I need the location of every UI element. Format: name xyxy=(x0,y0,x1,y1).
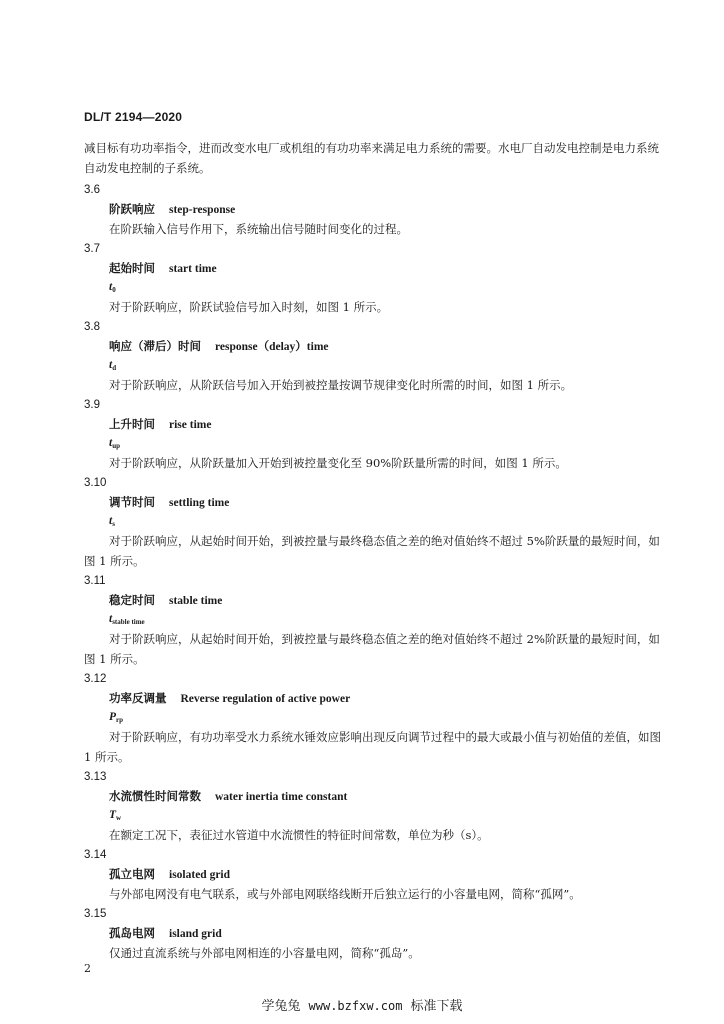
term-heading xyxy=(109,259,666,278)
term-english: response（delay）time xyxy=(215,341,329,353)
term-entry xyxy=(84,473,666,571)
term-heading xyxy=(109,865,666,884)
term-symbol xyxy=(109,806,666,825)
term-entry xyxy=(84,571,666,669)
term-heading xyxy=(109,415,666,434)
term-number: 3.12 xyxy=(84,673,107,685)
term-definition: 对于阶跃响应，阶跃试验信号加入时刻，如图 1 所示。 xyxy=(109,300,389,314)
footer-site-name: 学兔兔 xyxy=(261,999,301,1014)
term-number: 3.14 xyxy=(84,849,107,861)
term-definition: 对于阶跃响应，从起始时间开始，到被控量与最终稳态值之差的绝对值始终不超过 2%阶跃量的最短时间，如图 1 所示。 xyxy=(84,632,660,666)
term-heading xyxy=(109,787,666,806)
term-symbol xyxy=(109,356,666,375)
term-definition: 对于阶跃响应，从起始时间开始，到被控量与最终稳态值之差的绝对值始终不超过 5%阶跃量的最短时间，如图 1 所示。 xyxy=(84,534,660,568)
term-english: water inertia time constant xyxy=(215,791,348,803)
term-english: Reverse regulation of active power xyxy=(180,693,351,705)
symbol-letter: t xyxy=(109,359,113,371)
term-chinese: 响应（滞后）时间 xyxy=(109,339,201,353)
term-chinese: 上升时间 xyxy=(109,417,155,431)
term-chinese: 阶跃响应 xyxy=(109,202,155,216)
symbol-subscript: stable time xyxy=(112,618,145,626)
term-symbol xyxy=(109,278,666,297)
footer-url[interactable]: www.bzfxw.com xyxy=(308,999,403,1013)
term-english: island grid xyxy=(169,928,222,940)
term-entry xyxy=(84,180,666,239)
term-number: 3.13 xyxy=(84,771,107,783)
symbol-letter: t xyxy=(109,437,113,449)
term-number: 3.7 xyxy=(84,243,100,255)
term-english: isolated grid xyxy=(169,869,231,881)
term-chinese: 调节时间 xyxy=(109,495,155,509)
symbol-letter: t xyxy=(109,281,113,293)
term-entry xyxy=(84,767,666,845)
term-number: 3.10 xyxy=(84,477,107,489)
term-number: 3.11 xyxy=(84,575,106,587)
term-english: stable time xyxy=(169,595,223,607)
term-heading xyxy=(109,200,666,219)
term-symbol xyxy=(109,434,666,453)
symbol-letter: T xyxy=(109,809,117,821)
term-chinese: 孤立电网 xyxy=(109,867,155,881)
term-chinese: 孤岛电网 xyxy=(109,926,155,940)
term-chinese: 稳定时间 xyxy=(109,593,155,607)
term-heading xyxy=(109,337,666,356)
symbol-subscript: d xyxy=(112,364,117,372)
term-definition: 对于阶跃响应，有功功率受水力系统水锤效应影响出现反向调节过程中的最大或最小值与初始值的差值，如图 1 所示。 xyxy=(84,730,661,764)
term-entry xyxy=(84,395,666,473)
term-entries xyxy=(84,180,666,963)
term-chinese: 起始时间 xyxy=(109,261,155,275)
footer-watermark xyxy=(0,995,724,1014)
term-chinese: 功率反调量 xyxy=(109,691,167,705)
term-heading xyxy=(109,689,666,708)
symbol-subscript: rp xyxy=(116,716,124,724)
term-entry xyxy=(84,317,666,395)
symbol-subscript: 0 xyxy=(112,286,116,294)
footer-download-label: 标准下载 xyxy=(410,999,463,1014)
term-definition: 与外部电网没有电气联系，或与外部电网联络线断开后独立运行的小容量电网，简称“孤网”。 xyxy=(109,887,581,901)
term-definition: 仅通过直流系统与外部电网相连的小容量电网，简称“孤岛”。 xyxy=(109,946,420,960)
term-definition: 在额定工况下，表征过水管道中水流惯性的特征时间常数，单位为秒（s）。 xyxy=(109,828,489,842)
symbol-letter: t xyxy=(109,515,113,527)
term-number: 3.9 xyxy=(84,399,100,411)
term-symbol xyxy=(109,610,666,629)
standard-code: DL/T 2194—2020 xyxy=(84,110,183,124)
term-heading xyxy=(109,924,666,943)
term-symbol xyxy=(109,512,666,531)
term-english: start time xyxy=(169,263,217,275)
term-entry xyxy=(84,904,666,963)
term-number: 3.8 xyxy=(84,321,100,333)
term-symbol xyxy=(109,708,666,727)
term-definition: 对于阶跃响应，从阶跃量加入开始到被控量变化至 90%阶跃量所需的时间，如图 1 所示。 xyxy=(109,456,567,470)
term-definition: 对于阶跃响应，从阶跃信号加入开始到被控量按调节规律变化时所需的时间，如图 1 所示。 xyxy=(109,378,573,392)
term-english: step-response xyxy=(169,204,236,216)
symbol-subscript: w xyxy=(116,814,122,822)
term-english: settling time xyxy=(169,497,230,509)
term-chinese: 水流惯性时间常数 xyxy=(109,789,201,803)
term-number: 3.15 xyxy=(84,908,107,920)
intro-paragraph: 减目标有功功率指令，进而改变水电厂或机组的有功功率来满足电力系统的需要。水电厂自动发电控制是电力系统自动发电控制的子系统。 xyxy=(84,141,659,175)
symbol-subscript: up xyxy=(112,442,120,450)
term-entry xyxy=(84,669,666,767)
term-number: 3.6 xyxy=(84,184,100,196)
symbol-subscript: s xyxy=(112,520,115,528)
term-entry xyxy=(84,239,666,317)
term-definition: 在阶跃输入信号作用下，系统输出信号随时间变化的过程。 xyxy=(109,222,408,236)
term-heading xyxy=(109,493,666,512)
term-heading xyxy=(109,591,666,610)
symbol-letter: P xyxy=(109,711,117,723)
term-entry xyxy=(84,845,666,904)
term-english: rise time xyxy=(169,419,212,431)
symbol-letter: t xyxy=(109,613,113,625)
page-number: 2 xyxy=(84,962,91,975)
